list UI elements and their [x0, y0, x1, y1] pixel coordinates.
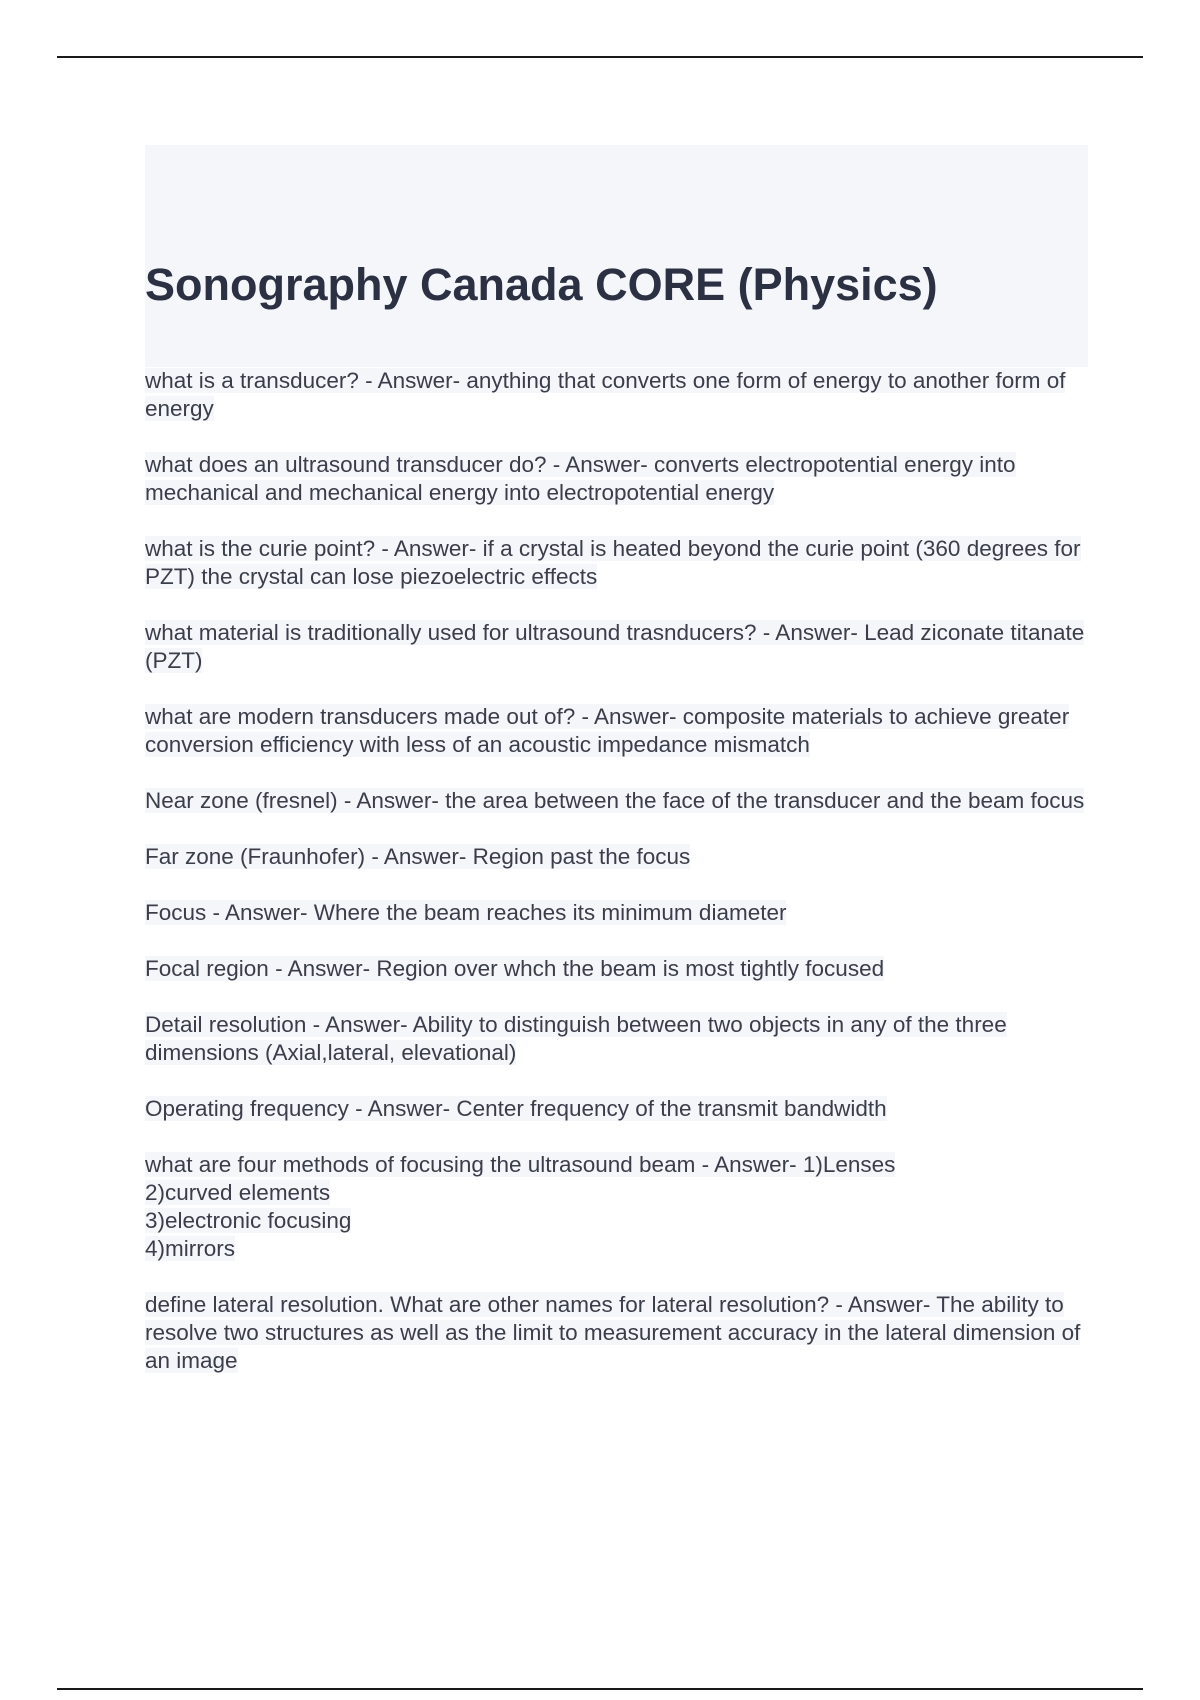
list-item	[145, 703, 1090, 759]
list-item	[145, 899, 1090, 927]
list-item	[145, 1095, 1090, 1123]
list-item	[145, 1151, 1090, 1263]
top-divider	[57, 56, 1143, 58]
qa-text: Near zone (fresnel) - Answer- the area between the face of the transducer and the beam focus	[145, 788, 1085, 813]
qa-text: what are modern transducers made out of? - Answer- composite materials to achieve greater conversion efficiency with less of an acoustic impedance mismatch	[145, 704, 1070, 757]
qa-text: Focus - Answer- Where the beam reaches its minimum diameter	[145, 900, 787, 925]
qa-text: Operating frequency - Answer- Center frequency of the transmit bandwidth	[145, 1096, 887, 1121]
list-item	[145, 955, 1090, 983]
qa-text: what does an ultrasound transducer do? - Answer- converts electropotential energy into mechanical and mechanical energy into electropotential energy	[145, 452, 1016, 505]
list-item	[145, 787, 1090, 815]
qa-text: what is a transducer? - Answer- anything that converts one form of energy to another form of energy	[145, 368, 1066, 421]
qa-text: what material is traditionally used for ultrasound trasnducers? - Answer- Lead ziconate titanate (PZT)	[145, 620, 1085, 673]
qa-text: define lateral resolution. What are other names for lateral resolution? - Answer- The ability to resolve two structures as well as the limit to measurement accuracy in the lateral dimension of an image	[145, 1292, 1081, 1373]
qa-text: what are four methods of focusing the ultrasound beam - Answer- 1)Lenses 2)curved elements 3)electronic focusing 4)mirrors	[145, 1152, 896, 1261]
list-item	[145, 535, 1090, 591]
bottom-divider	[57, 1688, 1143, 1690]
list-item	[145, 1291, 1090, 1375]
page-title: Sonography Canada CORE (Physics)	[145, 259, 938, 310]
qa-text: Focal region - Answer- Region over whch the beam is most tightly focused	[145, 956, 885, 981]
qa-text: Detail resolution - Answer- Ability to distinguish between two objects in any of the three dimensions (Axial,lateral, elevational)	[145, 1012, 1007, 1065]
list-item	[145, 451, 1090, 507]
list-item	[145, 619, 1090, 675]
qa-text: what is the curie point? - Answer- if a crystal is heated beyond the curie point (360 degrees for PZT) the crystal can lose piezoelectric effects	[145, 536, 1081, 589]
list-item	[145, 1011, 1090, 1067]
list-item	[145, 843, 1090, 871]
qa-text: Far zone (Fraunhofer) - Answer- Region past the focus	[145, 844, 691, 869]
qa-list	[145, 367, 1090, 1403]
list-item	[145, 367, 1090, 423]
